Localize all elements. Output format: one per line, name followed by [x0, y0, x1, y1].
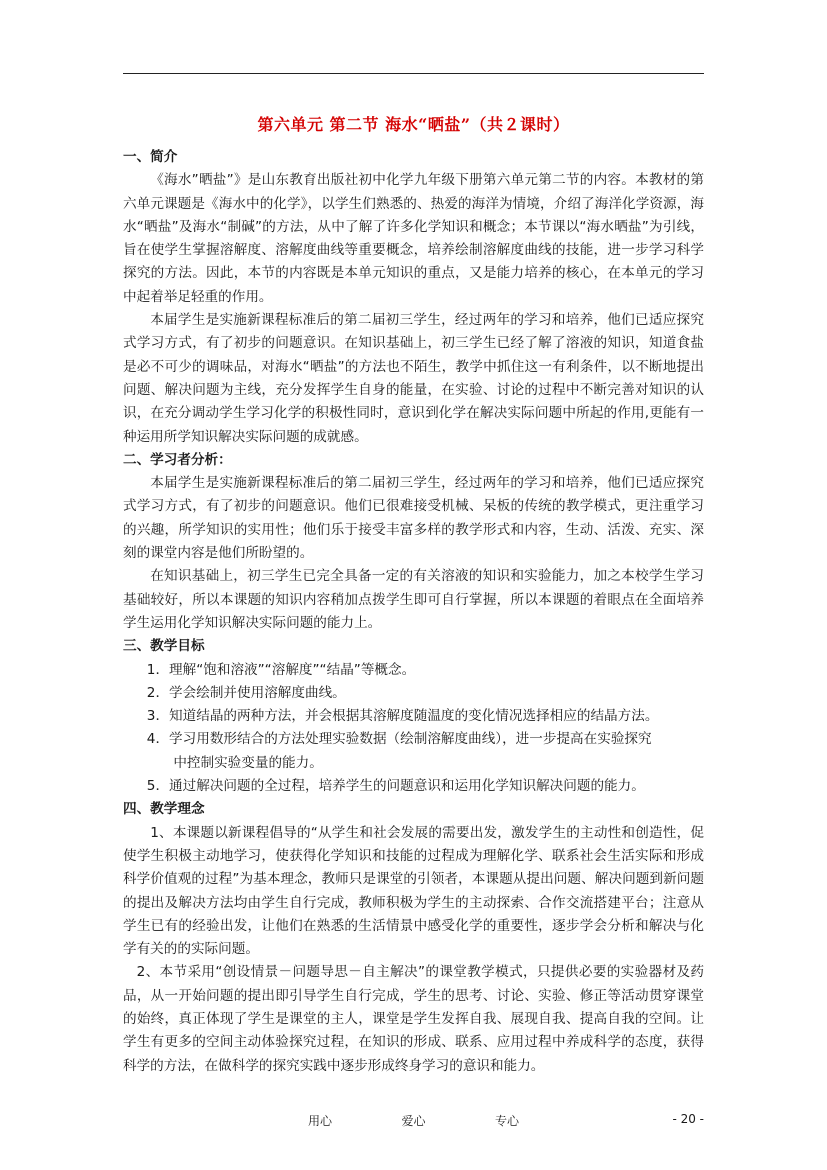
footer-item: 专心 — [494, 1114, 519, 1128]
document-body — [123, 146, 704, 1078]
learner-paragraph-1: 本届学生是实施新课程标准后的第二届初三学生，经过两年的学习和培养，他们已适应探究式学习方式，有了初步的问题意识。他们已很难接受机械、呆板的传统的教学模式，更注重学习的兴趣，所学知识的实用性；他们乐于接受丰富多样的教学形式和内容，生动、活泼、充实、深刻的课堂内容是他们所盼望的。 — [123, 475, 704, 562]
footer-item: 爱心 — [401, 1114, 426, 1128]
philosophy-paragraph-1: 1、本课题以新课程倡导的“从学生和社会发展的需要出发，激发学生的主动性和创造性，促使学生积极主动地学习，使获得化学知识和技能的过程成为理解化学、联系社会生活实际和形成科学价值观的过程”为基本理念，教师只是课堂的引领者，本课题从提出问题、解决问题到新问题的提出及解决方法均由学生自行完成，教师积极为学生的主动探索、合作交流搭建平台；注意从学生已有的经验出发，让他们在熟悉的生活情景中感受化学的重要性，逐步学会分析和解决与化学有关的的实际问题。 — [123, 824, 704, 958]
section-heading-learner-analysis: 二、学习者分析： — [123, 451, 232, 468]
section-heading-intro: 一、简介 — [123, 149, 178, 165]
learner-paragraph-2: 在知识基础上，初三学生已完全具备一定的有关溶液的知识和实验能力，加之本校学生学习基础较好，所以本课题的知识内容稍加点拨学生即可自行掌握，所以本课题的着眼点在全面培养学生运用化学知识解决实际问题的能力上。 — [123, 568, 704, 631]
goal-item-2: 2．学会绘制并使用溶解度曲线。 — [146, 684, 346, 701]
philosophy-paragraph-2: 2、本节采用“创设情景－问题导思－自主解决”的课堂教学模式，只提供必要的实验器材及药品，从一开始问题的提出即引导学生自行完成，学生的思考、讨论、实验、修正等活动贯穿课堂的始终，真正体现了学生是课堂的主人，课堂是学生发挥自我、展现自我、提高自我的空间。让学生有更多的空间主动体验探究过程，在知识的形成、联系、应用过程中养成科学的态度，获得科学的方法，在做科学的探究实践中逐步形成终身学习的意识和能力。 — [123, 964, 704, 1074]
goal-item-5: 5．通过解决问题的全过程，培养学生的问题意识和运用化学知识解决问题的能力。 — [146, 778, 645, 795]
section-heading-goals: 三、教学目标 — [123, 638, 205, 655]
goal-item-4: 4．学习用数形结合的方法处理实验数据（绘制溶解度曲线），进一步提高在实验探究 — [146, 731, 652, 748]
goal-item-1: 1．理解“饱和溶液”“溶解度”“结晶”等概念。 — [146, 661, 416, 678]
footer-item: 用心 — [308, 1114, 333, 1128]
page-title: 第六单元 第二节 海水“晒盐”（共２课时） — [257, 115, 570, 134]
header-rule — [123, 73, 704, 74]
goal-item-3: 3．知道结晶的两种方法，并会根据其溶解度随温度的变化情况选择相应的结晶方法。 — [146, 708, 659, 725]
intro-paragraph-1: 《海水”晒盐”》是山东教育出版社初中化学九年级下册第六单元第二节的内容。本教材的第六单元课题是《海水中的化学》，以学生们熟悉的、热爱的海洋为情境，介绍了海洋化学资源，海水“晒盐”及海水“制碱”的方法，从中了解了许多化学知识和概念；本节课以“海水晒盐”为引线，旨在使学生掌握溶解度、溶解度曲线等重要概念，培养绘制溶解度曲线的技能，进一步学习科学探究的方法。因此，本节的内容既是本单元知识的重点，又是能力培养的核心，在本单元的学习中起着举足轻重的作用。 — [123, 172, 704, 305]
section-heading-philosophy: 四、教学理念 — [123, 801, 205, 818]
intro-paragraph-2: 本届学生是实施新课程标准后的第二届初三学生，经过两年的学习和培养，他们已适应探究式学习方式，有了初步的问题意识。在知识基础上，初三学生已经了解了溶液的知识，知道食盐是必不可少的调味品，对海水“晒盐”的方法也不陌生，教学中抓住这一有利条件，以不断地提出问题、解决问题为主线，充分发挥学生自身的能量，在实验、讨论的过程中不断完善对知识的认识，在充分调动学生学习化学的积极性同时，意识到化学在解决实际问题中所起的作用,更能有一种运用所学知识解决实际问题的成就感。 — [123, 312, 704, 445]
footer-motto — [300, 1112, 527, 1129]
goal-item-4-continued: 中控制实验变量的能力。 — [173, 754, 323, 771]
page-number: - 20 - — [672, 1112, 704, 1126]
